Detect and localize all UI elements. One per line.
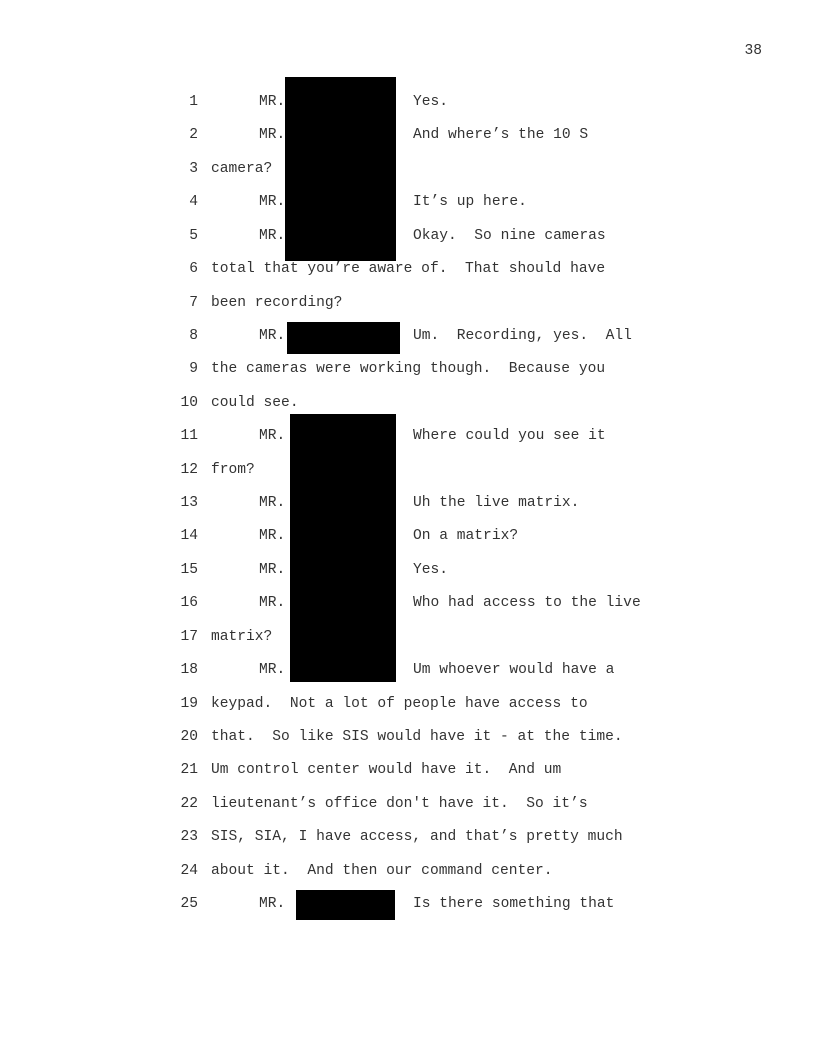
speaker-label: MR. [259, 94, 286, 110]
line-number: 3 [189, 160, 198, 177]
line-text: SIS, SIA, I have access, and that’s pretty much [211, 829, 623, 846]
speaker-label: MR. [259, 227, 286, 244]
speaker-label: MR. [259, 127, 286, 144]
line-number: 4 [189, 194, 198, 211]
line-text: On a matrix? [413, 528, 519, 545]
line-text: total that you’re aware of. That should have [211, 261, 606, 278]
line-text: Um control center would have it. And um [211, 762, 562, 779]
speaker-label: MR. [259, 495, 286, 512]
line-text: Where could you see it [413, 428, 606, 445]
line-text: keypad. Not a lot of people have access to [211, 695, 588, 712]
line-number: 6 [189, 261, 198, 278]
line-number: 13 [180, 495, 198, 512]
line-number: 18 [180, 662, 198, 679]
speaker-label: MR. [259, 595, 286, 612]
redaction-block [290, 414, 396, 682]
line-text: about it. And then our command center. [211, 862, 553, 879]
line-number: 11 [180, 428, 198, 445]
speaker-label: MR. [259, 194, 286, 211]
line-text: Uh the live matrix. [413, 495, 580, 512]
speaker-label: MR. [259, 528, 286, 545]
speaker-label: MR. [259, 662, 286, 679]
line-text: Okay. So nine cameras [413, 227, 606, 244]
line-text: lieutenant’s office don't have it. So it’s [211, 795, 588, 812]
line-number: 15 [180, 561, 198, 578]
speaker-label: MR. [259, 896, 286, 913]
line-text: Yes. [413, 94, 449, 110]
line-text: Um. Recording, yes. All [413, 327, 632, 344]
line-text: Is there something that [413, 896, 615, 913]
line-text: Yes. [413, 561, 449, 578]
line-text: matrix? [211, 628, 273, 645]
line-number: 21 [180, 762, 198, 779]
line-number: 22 [180, 795, 198, 812]
line-text: the cameras were working though. Because you [211, 361, 606, 378]
line-number: 9 [189, 361, 198, 378]
line-number: 5 [189, 227, 198, 244]
redaction-block [296, 890, 395, 920]
line-number: 17 [180, 628, 198, 645]
line-text: Who had access to the live [413, 595, 641, 612]
page-number: 38 [744, 43, 762, 59]
line-text: And where’s the 10 S [413, 127, 589, 144]
line-number: 24 [180, 862, 198, 879]
line-number: 7 [189, 294, 198, 311]
line-number: 2 [189, 127, 198, 144]
line-text: from? [211, 461, 255, 478]
line-number: 16 [180, 595, 198, 612]
line-text: It’s up here. [413, 194, 527, 211]
line-number: 23 [180, 829, 198, 846]
redaction-block [287, 322, 400, 354]
line-number: 8 [189, 327, 198, 344]
line-number: 1 [189, 94, 198, 110]
line-text: Um whoever would have a [413, 662, 615, 679]
redaction-block [285, 77, 396, 261]
line-text: could see. [211, 394, 299, 411]
speaker-label: MR. [259, 561, 286, 578]
speaker-label: MR. [259, 327, 286, 344]
line-number: 10 [180, 394, 198, 411]
line-number: 14 [180, 528, 198, 545]
line-number: 12 [180, 461, 198, 478]
speaker-label: MR. [259, 428, 286, 445]
line-text: that. So like SIS would have it - at the time. [211, 728, 623, 745]
line-text: been recording? [211, 294, 343, 311]
line-number: 19 [180, 695, 198, 712]
line-text: camera? [211, 160, 273, 177]
line-number: 25 [180, 896, 198, 913]
line-number: 20 [180, 728, 198, 745]
